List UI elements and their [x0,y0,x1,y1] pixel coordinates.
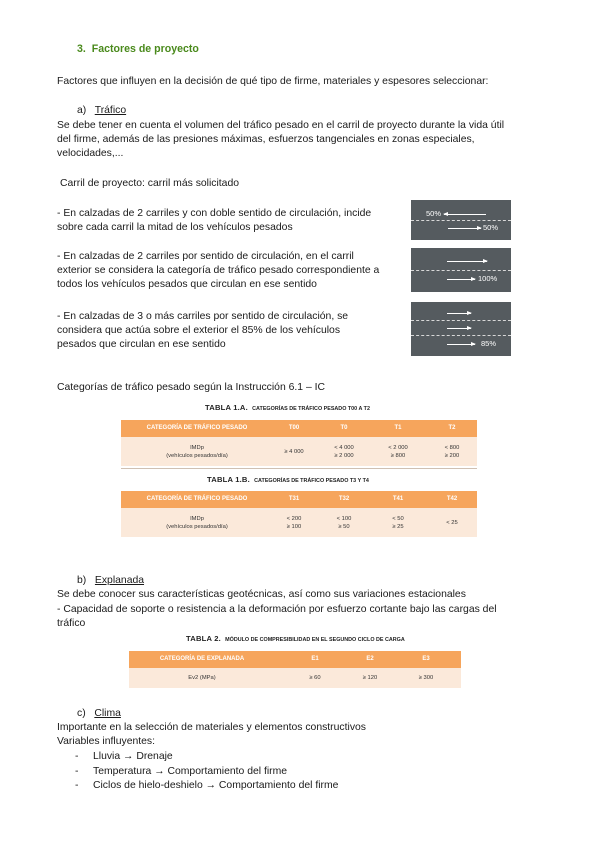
table-header-cell: T32 [338,496,350,502]
list-item: Temperatura → Comportamiento del firme [93,766,288,777]
intro-text: Factores que influyen en la decisión de qué tipo de firme, materiales y espesores seleccionar: [57,76,489,87]
lane-percent-label: 100% [478,274,498,283]
lane-percent-label: 85% [481,339,497,348]
list-item: Ciclos de hielo-deshielo → Comportamiento del firme [93,780,339,791]
list-bullet: - [75,780,79,791]
clima-line: Variables influyentes: [57,736,155,747]
table-header-cell: E1 [311,656,319,662]
table-cell: < 200 ≥ 100 [286,516,302,530]
table-cell: ≥ 300 [418,675,434,681]
case-2-line: todos los vehículos pesados que circulan en ese sentido [57,279,317,290]
table-header-cell: T42 [446,496,458,502]
table-2-caption: TABLA 2. MÓDULO DE COMPRESIBILIDAD EN EL SEGUNDO CICLO DE CARGA [186,634,405,643]
case-3-line: - En calzadas de 3 o más carriles por sentido de circulación, se [57,311,349,322]
arrow-right-icon [447,279,475,280]
table-header-cell: CATEGORÍA DE TRÁFICO PESADO [146,496,248,502]
arrow-right-icon [448,228,481,229]
trafico-title: Tráfico [94,105,127,116]
trafico-paragraph-line: del firme, además de las presiones máximas, esfuerzos tangenciales en zonas especiales, [57,134,475,145]
clima-marker: c) [77,708,86,719]
list-item: Lluvia → Drenaje [93,751,173,762]
case-3-line: considera que actúa sobre el exterior el 85% de los vehículos [57,325,341,336]
table-header-cell: T0 [340,425,348,431]
section-heading [77,42,199,56]
explanada-line: - Capacidad de soporte o resistencia a la deformación por esfuerzo cortante bajo las cargas del [57,604,497,615]
case-3-line: pesados que circulan en ese sentido [57,339,226,350]
table-separator [121,468,477,469]
table-1b-header [121,491,477,508]
table-header-cell: T1 [394,425,402,431]
table-header-cell: T00 [288,425,300,431]
table-row-label: Ev2 (MPa) [188,675,216,681]
trafico-paragraph-line: Se debe tener en cuenta el volumen del tráfico pesado en el carril de proyecto durante la vida útil [57,120,505,131]
explanada-line: tráfico [57,618,86,629]
lane-diagram-three-lanes [411,302,511,356]
lane-percent-label: 50% [483,223,499,232]
arrow-left-icon [444,214,486,215]
lane-diagram-two-way [411,200,511,240]
table-row-label: IMDp (vehículos pesados/día) [166,516,228,530]
explanada-title: Explanada [94,575,145,586]
case-2-line: - En calzadas de 2 carriles por sentido de circulación, en el carril [57,251,354,262]
lane-diagram-two-lanes [411,248,511,292]
arrow-right-icon [447,261,487,262]
trafico-marker: a) [77,105,87,116]
table-header-cell: E3 [422,656,430,662]
table-header-cell: CATEGORÍA DE EXPLANADA [159,656,245,662]
lane-divider [411,320,511,321]
table-row-label: IMDp (vehículos pesados/día) [166,445,228,459]
trafico-heading [77,104,126,118]
table-header-cell: T2 [448,425,456,431]
arrow-right-icon [447,328,471,329]
explanada-line: Se debe conocer sus características geotécnicas, así como sus variaciones estacionales [57,589,466,600]
arrow-right-icon [447,344,475,345]
table-cell: < 800 ≥ 200 [444,445,460,459]
table-cell: ≥ 60 [309,675,321,681]
explanada-heading [77,574,144,588]
table-2-body [129,668,461,688]
table-cell: ≥ 120 [362,675,378,681]
section-number: 3. [77,43,86,55]
table-header-cell: T31 [288,496,300,502]
explanada-marker: b) [77,575,87,586]
lane-percent-label: 50% [426,209,442,218]
categorias-title: Categorías de tráfico pesado según la Instrucción 6.1 – IC [57,382,326,393]
clima-heading [77,707,121,721]
case-1-line: sobre cada carril la mitad de los vehículos pesados [57,222,293,233]
table-cell: < 2 000 ≥ 800 [388,445,408,459]
table-cell: ≥ 4 000 [284,449,304,455]
lane-divider [411,270,511,271]
table-cell: < 25 [446,520,458,526]
table-header-cell: E2 [366,656,374,662]
table-header-cell: CATEGORÍA DE TRÁFICO PESADO [146,425,248,431]
table-cell: < 4 000 ≥ 2 000 [334,445,354,459]
table-1a-body [121,437,477,466]
table-1b-body [121,508,477,537]
case-1-line: - En calzadas de 2 carriles y con doble sentido de circulación, incide [57,208,372,219]
table-cell: < 100 ≥ 50 [336,516,352,530]
lane-divider [411,220,511,221]
clima-title: Clima [94,708,121,719]
arrow-right-icon [447,313,471,314]
case-2-line: exterior se considera la categoría de tráfico pesado correspondiente a [57,265,380,276]
list-bullet: - [75,766,79,777]
table-header-cell: T41 [392,496,404,502]
carril-proyecto-text: Carril de proyecto: carril más solicitado [60,178,240,189]
table-1a-header [121,420,477,437]
table-1b-caption: TABLA 1.B. CATEGORÍAS DE TRÁFICO PESADO T3 Y T4 [207,475,369,484]
section-title: Factores de proyecto [91,43,199,55]
lane-divider [411,335,511,336]
clima-line: Importante en la selección de materiales y elementos constructivos [57,722,366,733]
table-1a-caption: TABLA 1.A. CATEGORÍAS DE TRÁFICO PESADO T00 A T2 [205,403,370,412]
table-2-header [129,651,461,668]
list-bullet: - [75,751,79,762]
trafico-paragraph-line: velocidades,... [57,148,124,159]
table-cell: < 50 ≥ 25 [392,516,404,530]
